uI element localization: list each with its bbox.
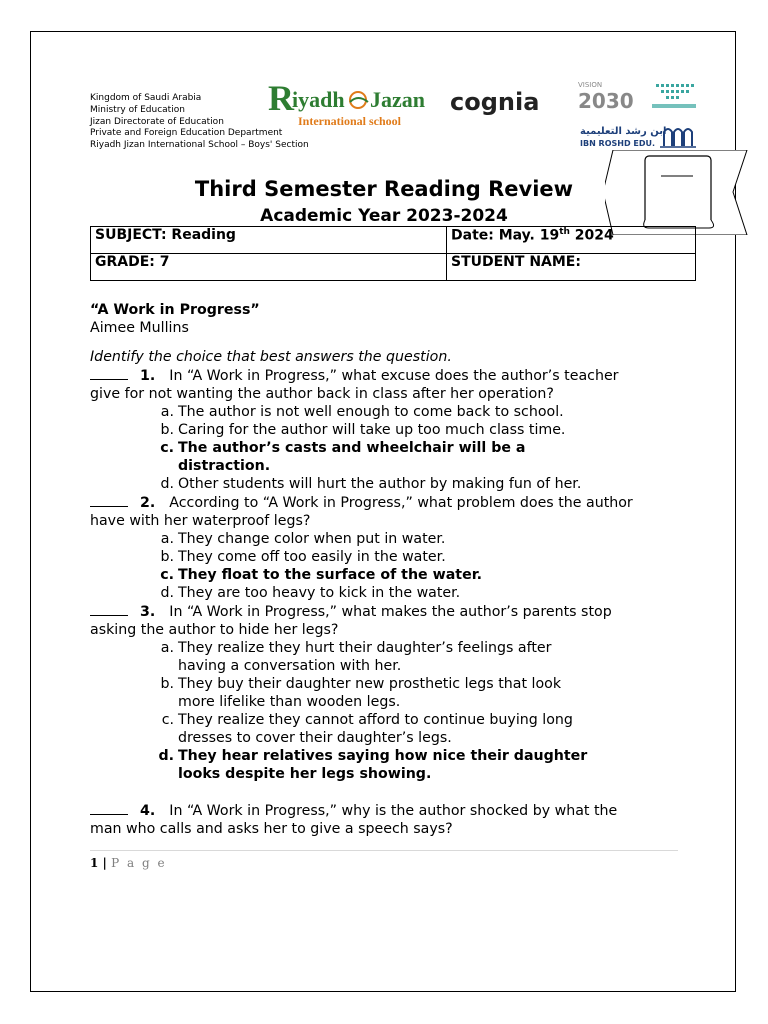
story-author: Aimee Mullins [90,320,189,336]
answer-blank[interactable] [90,493,128,507]
option-correct: c. The author’s casts and wheelchair will be a [160,440,526,456]
answer-blank[interactable] [90,602,128,616]
question-3: 3. In “A Work in Progress,” what makes the author’s parents stop asking the author to hide her legs? [90,604,612,638]
date-cell: Date: May. 19th 2024 [447,227,696,254]
svg-text:iyadh: iyadh [292,87,345,112]
svg-text:Jazan: Jazan [370,87,425,112]
story-title: “A Work in Progress” [90,302,260,318]
content [90,301,690,838]
answer-blank[interactable] [90,366,128,380]
page-title: Third Semester Reading Review [194,177,574,201]
answer-blank[interactable] [90,801,128,815]
svg-text:cognia: cognia [450,88,540,116]
svg-text:International school: International school [298,114,402,128]
question-4: 4. In “A Work in Progress,” why is the author shocked by what the man who calls and asks her to give a speech says? [90,803,618,837]
question-1: 1. In “A Work in Progress,” what excuse does the author’s teacher give for not wanting the author back in class after her operation? [90,368,619,402]
svg-text:VISION: VISION [578,81,603,89]
header-line: Riyadh Jizan International School – Boys' Section [90,140,309,151]
subject-cell: SUBJECT: Reading [91,227,447,254]
footer-divider [90,850,678,851]
vision-2030-logo [578,78,698,118]
option-cont: more lifelike than wooden legs. [178,694,401,710]
info-table [90,226,696,281]
question-2: 2. According to “A Work in Progress,” what problem does the author have with her waterproof legs? [90,495,633,529]
svg-text:ابن رشد التعليمية: ابن رشد التعليمية [580,126,667,137]
header-line: Private and Foreign Education Department [90,128,283,139]
option-correct: c. They float to the surface of the water. [160,567,483,583]
option: d. They are too heavy to kick in the water. [160,585,461,601]
option-cont: having a conversation with her. [178,658,402,674]
option: a. They change color when put in water. [160,531,446,547]
option-correct-cont: distraction. [178,458,271,474]
option-correct: d. They hear relatives saying how nice their daughter [158,748,588,764]
student-name-cell: STUDENT NAME: [447,254,696,281]
school-logo [268,80,438,130]
option: a. They realize they hurt their daughter’s feelings after [160,640,552,656]
option-cont: dresses to cover their daughter’s legs. [178,730,452,746]
option: b. They come off too easily in the water. [160,549,446,565]
option: b. Caring for the author will take up too much class time. [160,422,566,438]
header-line: Kingdom of Saudi Arabia [90,93,202,103]
header-line: Ministry of Education [90,104,185,115]
option: c. They realize they cannot afford to continue buying long [161,712,573,728]
svg-text:R: R [268,80,294,118]
grade-cell: GRADE: 7 [91,254,447,281]
svg-text:2030: 2030 [578,89,634,113]
option-correct-cont: looks despite her legs showing. [178,766,432,782]
option: a. The author is not well enough to come back to school. [160,404,564,420]
option: b. They buy their daughter new prosthetic legs that look [160,676,562,692]
page-subtitle: Academic Year 2023-2024 [260,206,508,226]
svg-text:IBN ROSHD EDU.: IBN ROSHD EDU. [580,139,656,148]
cognia-logo [450,86,560,116]
instructions: Identify the choice that best answers the question. [90,349,452,365]
page-footer: 1 | P a g e [90,856,167,870]
option: d. Other students will hurt the author by making fun of her. [160,476,582,492]
header-line: Jizan Directorate of Education [90,116,224,127]
